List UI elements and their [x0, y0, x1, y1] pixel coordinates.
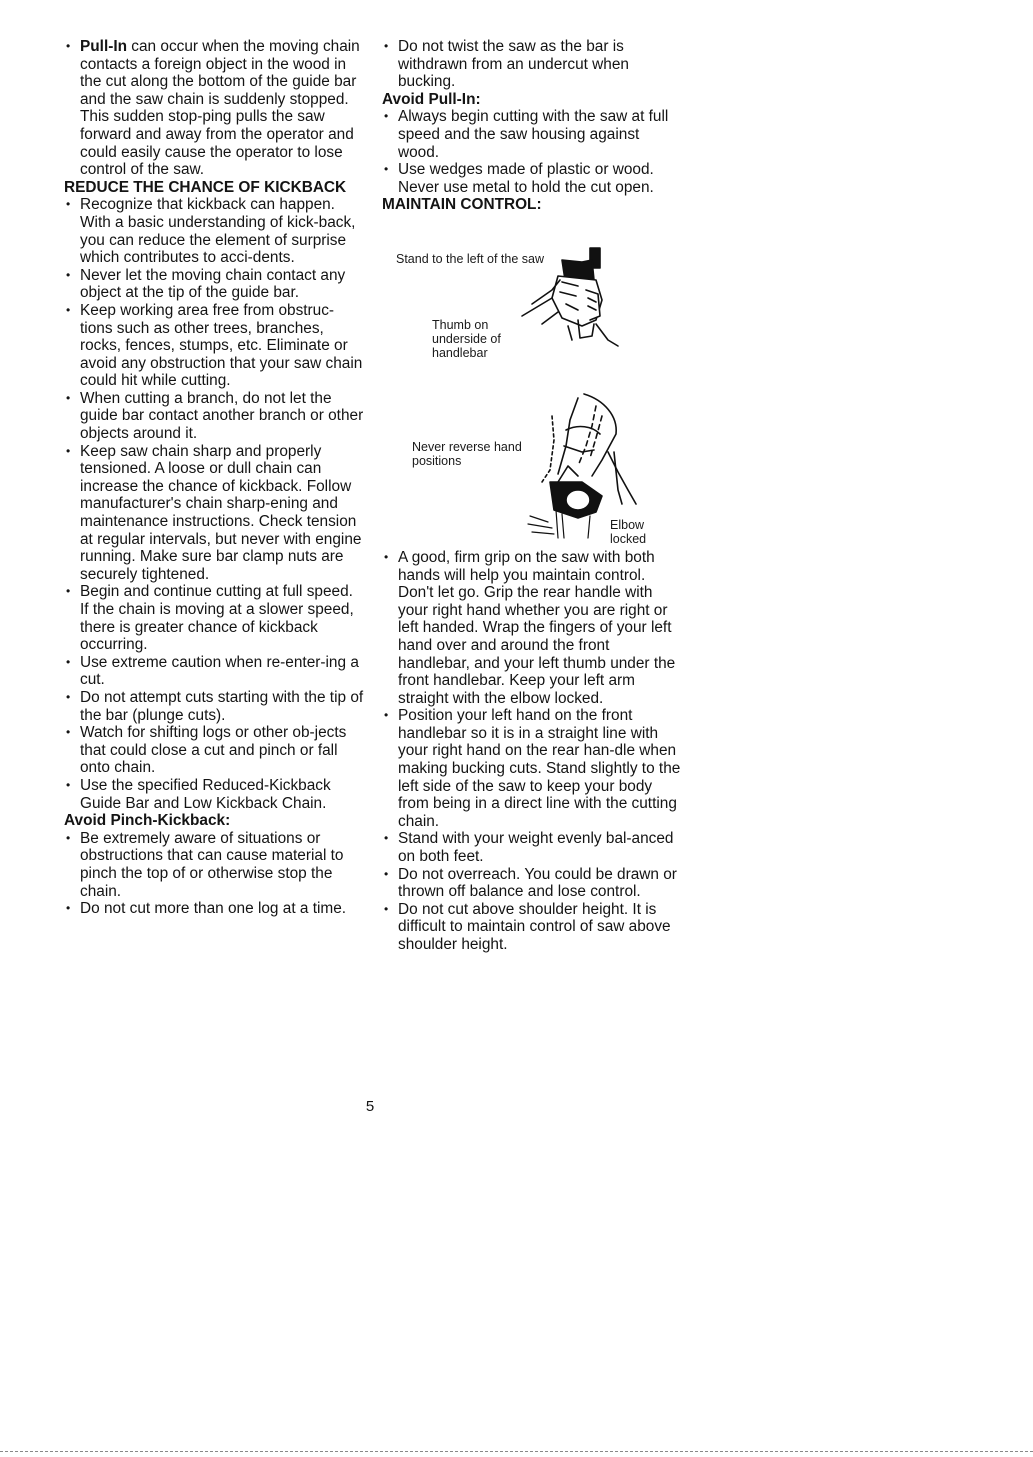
- right-column: [382, 38, 682, 954]
- pull-in-term: Pull-In: [80, 38, 128, 55]
- maintain-control-bullet: • Position your left hand on the front handlebar so it is in a straight line with your right hand on the rear han-dle when making bucking cuts. Stand slightly to the left side of the saw to keep your body from being in a direct line with the cutting chain.: [382, 707, 682, 830]
- maintain-control-list: [382, 549, 682, 954]
- maintain-control-heading: MAINTAIN CONTROL:: [382, 196, 542, 214]
- avoid-pinch-kickback-heading: Avoid Pinch-Kickback:: [64, 812, 231, 830]
- maintain-control-bullet: • Stand with your weight evenly bal-anced on both feet.: [382, 830, 682, 865]
- avoid-pull-in-list: [382, 108, 682, 196]
- chainsaw-grip-drawing: [382, 220, 682, 543]
- thumb-underside-label: Thumb on underside of handlebar: [432, 317, 501, 360]
- reduce-kickback-bullet: • Use extreme caution when re-enter-ing a cut.: [64, 654, 364, 689]
- pull-in-text: can occur when the moving chain contacts a foreign object in the wood in the cut along the bottom of the guide bar and the saw chain is suddenly stopped. This sudden stop-ping pulls the saw forward and away from the operator and could easily cause the operator to lose control of the saw.: [80, 38, 360, 179]
- avoid-pull-in-bullet: • Use wedges made of plastic or wood. Never use metal to hold the cut open.: [382, 161, 682, 196]
- maintain-control-bullet: • A good, firm grip on the saw with both hands will help you maintain control. Don't let go. Grip the rear handle with your right hand whether you are right or left handed. Wrap the fingers of your left hand over and around the front handlebar, and your left thumb under the front handlebar. Keep your left arm straight with the elbow locked.: [382, 549, 682, 707]
- reduce-kickback-bullet: • Keep saw chain sharp and properly tensioned. A loose or dull chain can increase the chance of kickback. Follow manufacturer's chain sharp-ening and maintenance instructions. Check tension at regular intervals, but never with engine running. Make sure bar clamp nuts are securely tightened.: [64, 443, 364, 584]
- reduce-kickback-bullet: • Keep working area free from obstruc-tions such as other trees, branches, rocks, fences, stumps, etc. Eliminate or avoid any obstruction that your saw chain could hit while cutting.: [64, 302, 364, 390]
- reduce-kickback-bullet: • Do not attempt cuts starting with the tip of the bar (plunge cuts).: [64, 689, 364, 724]
- avoid-pull-in-bullet: • Always begin cutting with the saw at full speed and the saw housing against wood.: [382, 108, 682, 161]
- maintain-control-bullet: • Do not overreach. You could be drawn or thrown off balance and lose control.: [382, 866, 682, 901]
- reduce-kickback-list: [64, 196, 364, 812]
- hand-position-illustration: [382, 220, 682, 546]
- bucking-bullet: • Do not twist the saw as the bar is withdrawn from an undercut when bucking.: [382, 38, 682, 91]
- reduce-kickback-bullet: • Begin and continue cutting at full speed. If the chain is moving at a slower speed, there is greater chance of kickback occurring.: [64, 583, 364, 653]
- maintain-control-bullet: • Do not cut above shoulder height. It is difficult to maintain control of saw above shoulder height.: [382, 901, 682, 954]
- reduce-kickback-bullet: • Recognize that kickback can happen. With a basic understanding of kick-back, you can reduce the element of surprise which contributes to acci-dents.: [64, 196, 364, 266]
- reduce-kickback-bullet: • Use the specified Reduced-Kickback Guide Bar and Low Kickback Chain.: [64, 777, 364, 812]
- reduce-kickback-bullet: • When cutting a branch, do not let the guide bar contact another branch or other objects around it.: [64, 390, 364, 443]
- bucking-list: [382, 38, 682, 91]
- reduce-kickback-bullet: • Never let the moving chain contact any object at the tip of the guide bar.: [64, 267, 364, 302]
- pull-in-bullet: [64, 38, 364, 179]
- reduce-kickback-heading: REDUCE THE CHANCE OF KICKBACK: [64, 178, 347, 196]
- bottom-divider: [0, 1451, 1033, 1452]
- avoid-pinch-bullet: • Do not cut more than one log at a time.: [64, 900, 364, 918]
- reduce-kickback-bullet: • Watch for shifting logs or other ob-jects that could close a cut and pinch or fall onto chain.: [64, 724, 364, 777]
- never-reverse-label: Never reverse hand positions: [412, 439, 522, 468]
- page-number: 5: [365, 1098, 375, 1115]
- avoid-pull-in-heading: Avoid Pull-In:: [382, 90, 481, 108]
- left-column: [64, 38, 364, 918]
- stand-left-label: Stand to the left of the saw: [396, 251, 545, 266]
- avoid-pinch-bullet: • Be extremely aware of situations or obstructions that can cause material to pinch the top of or otherwise stop the chain.: [64, 830, 364, 900]
- elbow-locked-label: Elbow locked: [610, 517, 647, 546]
- pull-in-list: [64, 38, 364, 179]
- avoid-pinch-kickback-list: [64, 830, 364, 918]
